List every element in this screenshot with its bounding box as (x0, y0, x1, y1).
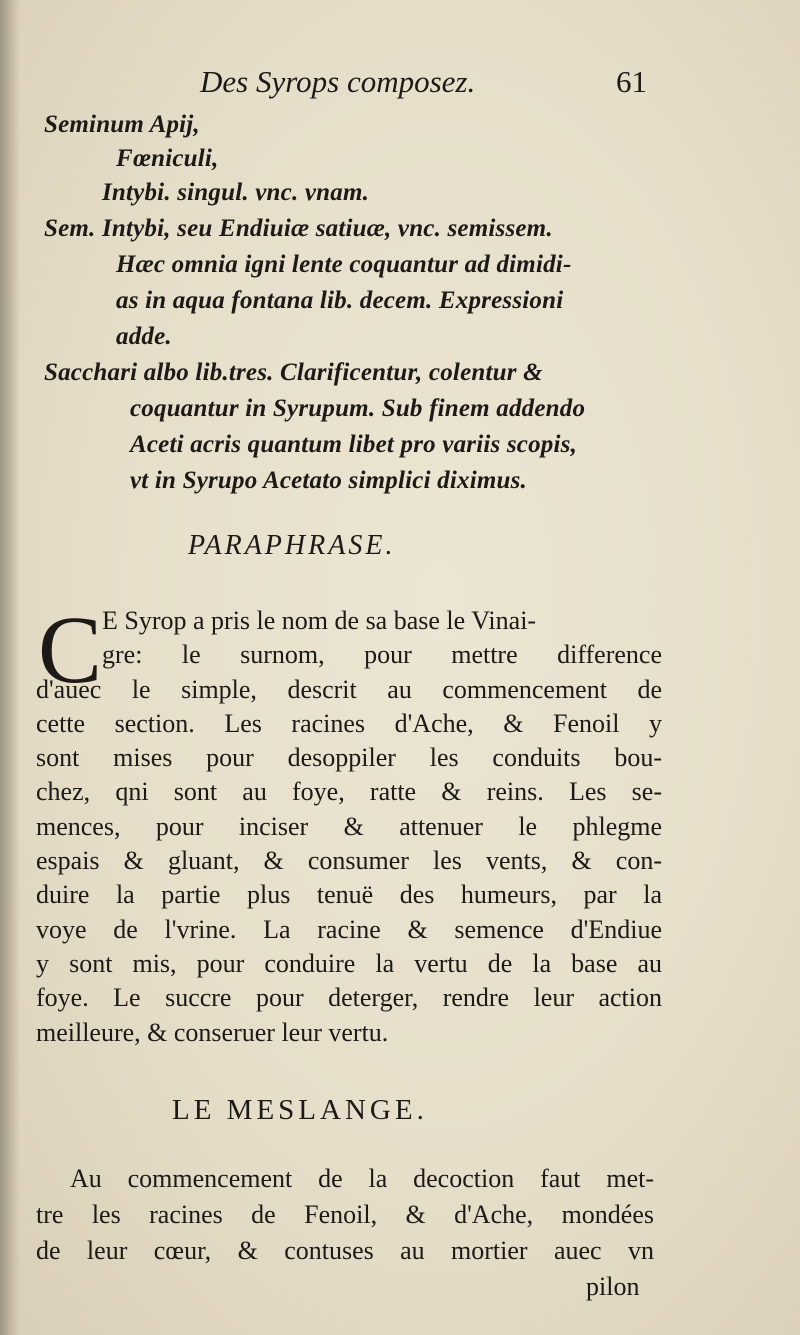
recipe-line: Sacchari albo lib.tres. Clarificentur, colentur & (44, 359, 543, 386)
section-title-paraphrase: PARAPHRASE. (188, 530, 396, 561)
recipe-line: Hæc omnia igni lente coquantur ad dimidi- (116, 251, 572, 278)
recipe-line: Fœniculi, (116, 145, 219, 172)
paragraph-line: E Syrop a pris le nom de sa base le Vinai- (102, 606, 537, 635)
running-header: Des Syrops composez. (200, 64, 476, 99)
paragraph-line: y sont mis, pour conduire la vertu de la base au (36, 949, 662, 978)
recipe-line: as in aqua fontana lib. decem. Expressioni (116, 287, 564, 314)
paragraph-line: mences, pour inciser & attenuer le phlegme (36, 812, 662, 841)
paragraph-line: tre les racines de Fenoil, & d'Ache, mondées (36, 1200, 654, 1229)
paragraph-line: de leur cœur, & contuses au mortier auec vn (36, 1236, 654, 1265)
paragraph-line: sont mises pour desoppiler les conduits bou- (36, 743, 662, 772)
paragraph-line: foye. Le succre pour deterger, rendre leur action (36, 983, 662, 1012)
paragraph-line: cette section. Les racines d'Ache, & Fenoil y (36, 709, 662, 738)
recipe-line: coquantur in Syrupum. Sub finem addendo (130, 395, 586, 422)
paragraph-line: espais & gluant, & consumer les vents, & con- (36, 846, 662, 875)
paragraph-line: gre: le surnom, pour mettre difference (102, 640, 662, 669)
catchword: pilon (586, 1272, 640, 1301)
page-number: 61 (616, 64, 647, 99)
page-gutter-shadow (0, 0, 20, 1335)
recipe-line: Sem. Intybi, seu Endiuiæ satiuæ, vnc. semissem. (44, 215, 553, 242)
recipe-line: adde. (116, 323, 172, 350)
paragraph-line: chez, qni sont au foye, ratte & reins. Les se- (36, 777, 662, 806)
paragraph-line: voye de l'vrine. La racine & semence d'Endiue (36, 915, 662, 944)
drop-cap: C (38, 596, 103, 703)
paragraph-line: d'auec le simple, descrit au commencement de (36, 675, 662, 704)
paragraph-line: Au commencement de la decoction faut met- (70, 1164, 654, 1193)
recipe-line: vt in Syrupo Acetato simplici diximus. (130, 467, 527, 494)
section-title-meslange: LE MESLANGE. (172, 1094, 428, 1126)
recipe-line: Seminum Apij, (44, 111, 200, 138)
recipe-line: Aceti acris quantum libet pro variis scopis, (130, 431, 578, 458)
paragraph-line: meilleure, & conseruer leur vertu. (36, 1018, 389, 1047)
recipe-line: Intybi. singul. vnc. vnam. (102, 179, 370, 206)
paragraph-line: duire la partie plus tenuë des humeurs, par la (36, 880, 662, 909)
